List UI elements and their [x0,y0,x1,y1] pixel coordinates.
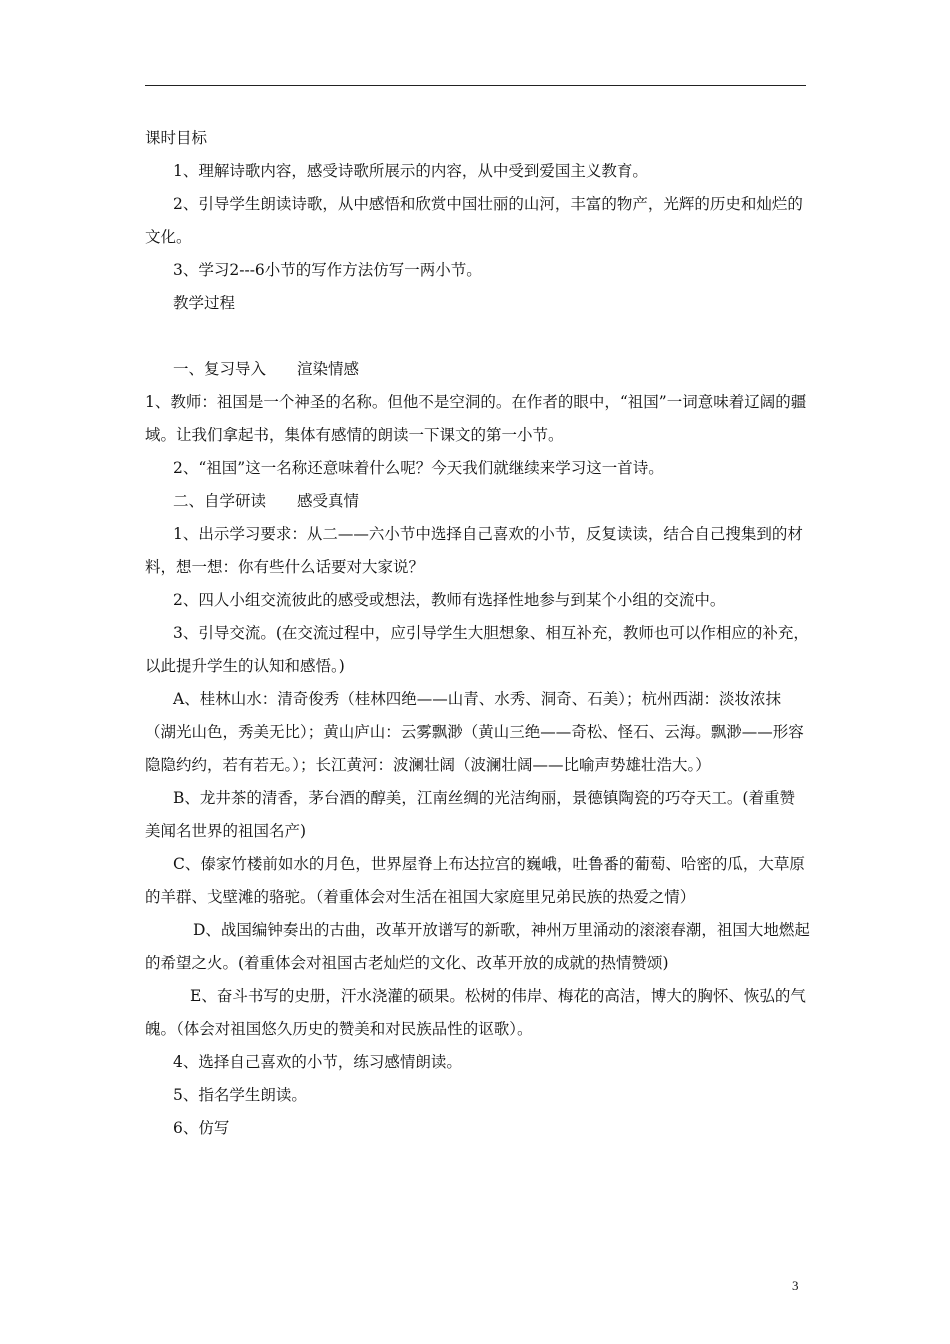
section-1-paragraph-1: 1、教师：祖国是一个神圣的名称。但他不是空洞的。在作者的眼中，“祖国”一词意味着辽阔的疆域。让我们拿起书，集体有感情的朗读一下课文的第一小节。 [145,393,807,444]
section-2-paragraph-3: 3、引导交流。(在交流过程中，应引导学生大胆想象、相互补充，教师也可以作相应的补充，以此提升学生的认知和感悟。) [145,624,809,675]
page-number: 3 [792,1278,799,1293]
section-2-paragraph-4: 4、选择自己喜欢的小节，练习感情朗读。 [173,1053,462,1071]
section-2-paragraph-2: 2、四人小组交流彼此的感受或想法，教师有选择性地参与到某个小组的交流中。 [173,591,726,609]
spacer [145,320,810,353]
goal-3: 3、学习2---6小节的写作方法仿写一两小节。 [173,261,482,279]
item-c: C、傣家竹楼前如水的月色，世界屋脊上布达拉宫的巍峨，吐鲁番的葡萄、哈密的瓜，大草原的羊群、戈壁滩的骆驼。（着重体会对生活在祖国大家庭里兄弟民族的热爱之情） [145,855,805,906]
section-1-title: 一、复习导入 渲染情感 [173,360,360,378]
document-body [145,122,810,1145]
section-2-paragraph-6: 6、仿写 [173,1119,230,1137]
goal-2: 2、引导学生朗读诗歌，从中感悟和欣赏中国壮丽的山河，丰富的物产，光辉的历史和灿烂的文化。 [145,195,803,246]
goal-1: 1、理解诗歌内容，感受诗歌所展示的内容，从中受到爱国主义教育。 [173,162,648,180]
item-d: D、战国编钟奏出的古曲，改革开放谱写的新歌，神州万里涌动的滚滚春潮，祖国大地燃起的希望之火。(着重体会对祖国古老灿烂的文化、改革开放的成就的热情赞颂) [145,921,810,972]
goals-heading: 课时目标 [145,129,208,147]
section-2-paragraph-5: 5、指名学生朗读。 [173,1086,307,1104]
process-heading: 教学过程 [173,294,236,312]
item-b: B、龙井茶的清香，茅台酒的醇美，江南丝绸的光洁绚丽，景德镇陶瓷的巧夺天工。(着重赞美闻名世界的祖国名产) [145,789,795,840]
section-2-title: 二、自学研读 感受真情 [173,492,360,510]
item-e: E、奋斗书写的史册，汗水浇灌的硕果。松树的伟岸、梅花的高洁，博大的胸怀、恢弘的气魄。（体会对祖国悠久历史的赞美和对民族品性的讴歌）。 [145,987,806,1038]
section-1-paragraph-2: 2、“祖国”这一名称还意味着什么呢？今天我们就继续来学习这一首诗。 [173,459,664,477]
header-rule [145,85,806,86]
item-a: A、桂林山水：清奇俊秀（桂林四绝——山青、水秀、洞奇、石美）；杭州西湖：淡妆浓抹（湖光山色，秀美无比）；黄山庐山：云雾飘渺（黄山三绝——奇松、怪石、云海。飘渺——形容隐隐约约，若有若无。）；长江黄河：波澜壮阔（波澜壮阔——比喻声势雄壮浩大。） [145,690,804,774]
section-2-paragraph-1: 1、出示学习要求：从二——六小节中选择自己喜欢的小节，反复读读，结合自己搜集到的材料，想一想：你有些什么话要对大家说？ [145,525,803,576]
